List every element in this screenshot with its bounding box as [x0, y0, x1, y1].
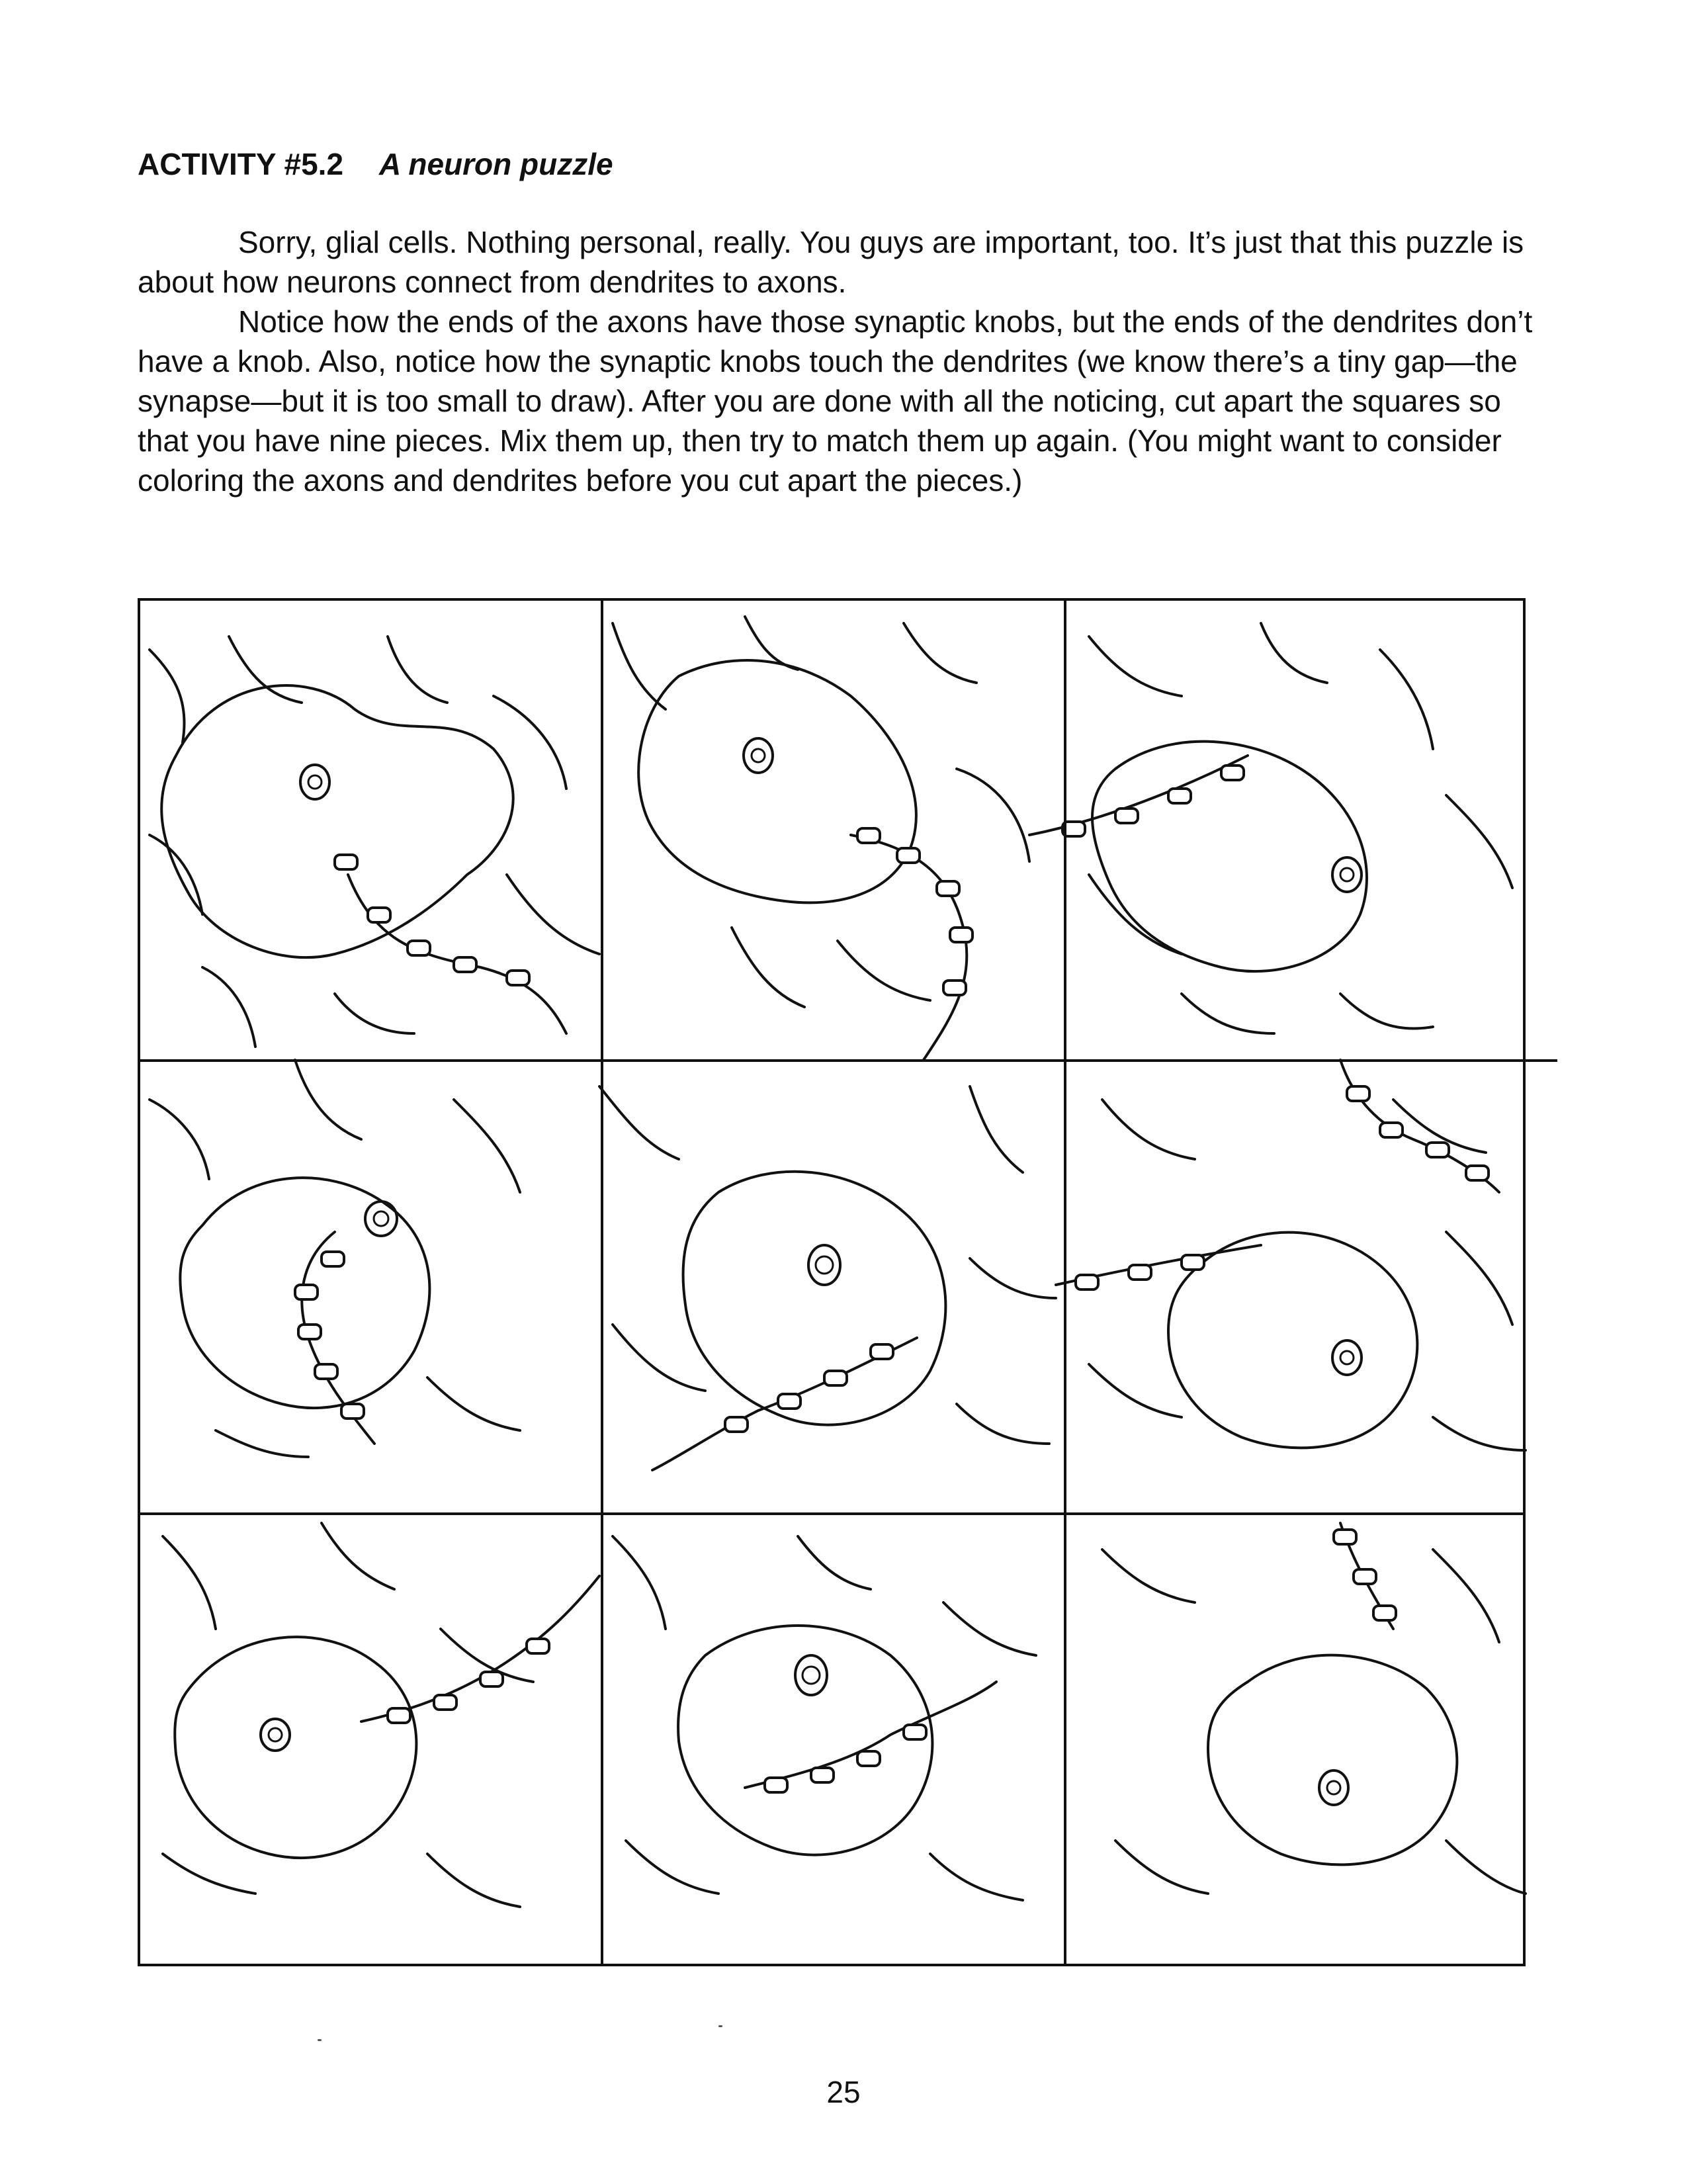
synaptic-knob: [368, 908, 390, 922]
axon: [745, 1682, 996, 1788]
dendrite: [613, 1536, 666, 1629]
dendrite: [930, 1854, 1023, 1900]
activity-heading: [138, 144, 613, 184]
neuron-puzzle-drawing: [136, 597, 1559, 1976]
neuron-soma: [1208, 1655, 1457, 1865]
axon: [851, 835, 967, 1060]
neuron-nucleus: [808, 1245, 840, 1285]
synaptic-knob: [454, 957, 476, 972]
synaptic-knob: [295, 1285, 318, 1299]
dendrite: [507, 875, 599, 954]
synaptic-knob: [778, 1394, 800, 1409]
synaptic-knob: [811, 1768, 834, 1782]
synaptic-knob: [824, 1371, 847, 1385]
synaptic-knob: [1426, 1143, 1449, 1157]
neuron-soma: [175, 1637, 416, 1858]
synaptic-knob: [315, 1364, 337, 1379]
instructions: [138, 222, 1534, 500]
synaptic-knob: [408, 941, 430, 955]
synaptic-knob: [298, 1325, 321, 1339]
dendrite: [838, 941, 930, 1000]
dendrite: [1340, 994, 1433, 1029]
instruction-paragraph-2: Notice how the ends of the axons have those synaptic knobs, but the ends of the dendrites don’t have a knob. Also, notice how the synaptic knobs touch the dendrites (we know there’s a tiny gap—the synapse—but it is too small to draw). After you are done with all the noticing, cut apart the squares so that you have nine pieces. Mix them up, then try to match them up again. (You might want to consider coloring the axons and dendrites before you cut apart the pieces.): [138, 304, 1533, 498]
neuron-soma: [678, 1626, 932, 1855]
dendrite: [202, 967, 255, 1047]
dendrite: [388, 636, 447, 703]
synaptic-knob: [857, 1751, 880, 1766]
synaptic-knob: [943, 981, 966, 995]
synaptic-knob: [937, 881, 959, 896]
dendrite: [970, 1086, 1023, 1172]
dendrite: [1433, 1417, 1526, 1450]
synaptic-knob: [871, 1344, 893, 1359]
dendrite: [150, 1100, 209, 1179]
synaptic-knob: [1354, 1569, 1376, 1584]
neuron-nucleus: [261, 1719, 290, 1751]
synaptic-knob: [1466, 1166, 1489, 1180]
dendrite: [613, 623, 666, 709]
neuron-nucleus: [365, 1201, 397, 1236]
dendrite: [1380, 650, 1433, 749]
page-number: 25: [826, 2075, 861, 2109]
dendrite: [970, 1258, 1056, 1298]
dendrite: [626, 1841, 718, 1894]
dendrite: [295, 1060, 361, 1139]
dendrite: [322, 1523, 394, 1589]
dendrite: [1446, 795, 1512, 888]
neuron-nucleus: [795, 1655, 827, 1695]
synaptic-knob: [1076, 1275, 1098, 1289]
synaptic-knob: [1182, 1255, 1204, 1270]
neuron-soma: [1168, 1233, 1417, 1448]
synaptic-knob: [507, 971, 529, 985]
synaptic-knob: [434, 1695, 456, 1710]
synaptic-knob: [527, 1639, 549, 1653]
dendrite: [943, 1602, 1036, 1655]
instruction-paragraph-1: Sorry, glial cells. Nothing personal, really. You guys are important, too. It’s just that this puzzle is about how neurons connect from dendrites to axons.: [138, 225, 1524, 299]
axon: [361, 1576, 599, 1722]
dendrite: [1102, 1550, 1195, 1602]
synaptic-knob: [725, 1417, 748, 1432]
synaptic-knob: [388, 1708, 410, 1723]
dendrite: [957, 769, 1029, 861]
neuron-soma: [638, 660, 916, 902]
dendrite: [1446, 1232, 1512, 1325]
dendrite: [150, 650, 185, 742]
axon: [348, 875, 566, 1033]
dendrite: [229, 636, 302, 703]
synaptic-knob: [335, 855, 357, 869]
synaptic-knob: [1115, 808, 1138, 823]
synaptic-knob: [1221, 765, 1244, 780]
synaptic-knob: [1129, 1265, 1151, 1280]
neuron-nucleus: [1332, 857, 1362, 892]
dendrite: [1089, 1364, 1182, 1417]
dendrite: [335, 994, 414, 1033]
dendrite: [1089, 875, 1182, 954]
dendrite: [1446, 1841, 1526, 1894]
neuron-nucleus: [1319, 1770, 1348, 1805]
dendrite: [1261, 623, 1327, 683]
dendrite: [957, 1404, 1049, 1444]
dendrite: [1115, 1841, 1208, 1894]
neuron-nucleus: [1332, 1340, 1362, 1375]
dendrite: [1182, 994, 1274, 1033]
dendrite: [427, 1377, 520, 1430]
synaptic-knob: [1373, 1606, 1396, 1620]
scan-speck: [718, 2025, 722, 2027]
neuron-puzzle-grid: [136, 597, 1559, 1976]
synaptic-knob: [341, 1404, 364, 1419]
synaptic-knob: [1347, 1086, 1369, 1101]
synaptic-knob: [765, 1778, 787, 1792]
dendrite: [494, 696, 566, 789]
dendrite: [1089, 636, 1182, 696]
activity-number: ACTIVITY #5.2: [138, 147, 344, 181]
activity-title: A neuron puzzle: [379, 147, 613, 181]
synaptic-knob: [897, 848, 920, 863]
synaptic-knob: [1168, 789, 1191, 803]
dendrite: [427, 1854, 520, 1907]
synaptic-knob: [950, 928, 973, 942]
dendrite: [798, 1536, 871, 1589]
dendrite: [732, 928, 804, 1007]
dendrite: [163, 1854, 255, 1894]
dendrite: [216, 1430, 308, 1457]
synaptic-knob: [904, 1725, 926, 1739]
dendrite: [163, 1536, 216, 1629]
dendrite: [1102, 1100, 1195, 1159]
dendrite: [599, 1086, 679, 1159]
synaptic-knob: [857, 828, 880, 843]
axon: [1029, 756, 1248, 835]
neuron-soma: [161, 685, 513, 957]
synaptic-knob: [480, 1672, 503, 1686]
dendrite: [454, 1100, 520, 1192]
neuron-nucleus: [300, 765, 329, 799]
synaptic-knob: [322, 1252, 344, 1266]
synaptic-knob: [1380, 1123, 1403, 1137]
scan-speck: [318, 2039, 322, 2041]
dendrite: [904, 623, 976, 683]
neuron-nucleus: [744, 738, 773, 773]
dendrite: [613, 1325, 705, 1391]
dendrite: [1433, 1550, 1499, 1642]
synaptic-knob: [1334, 1530, 1356, 1544]
